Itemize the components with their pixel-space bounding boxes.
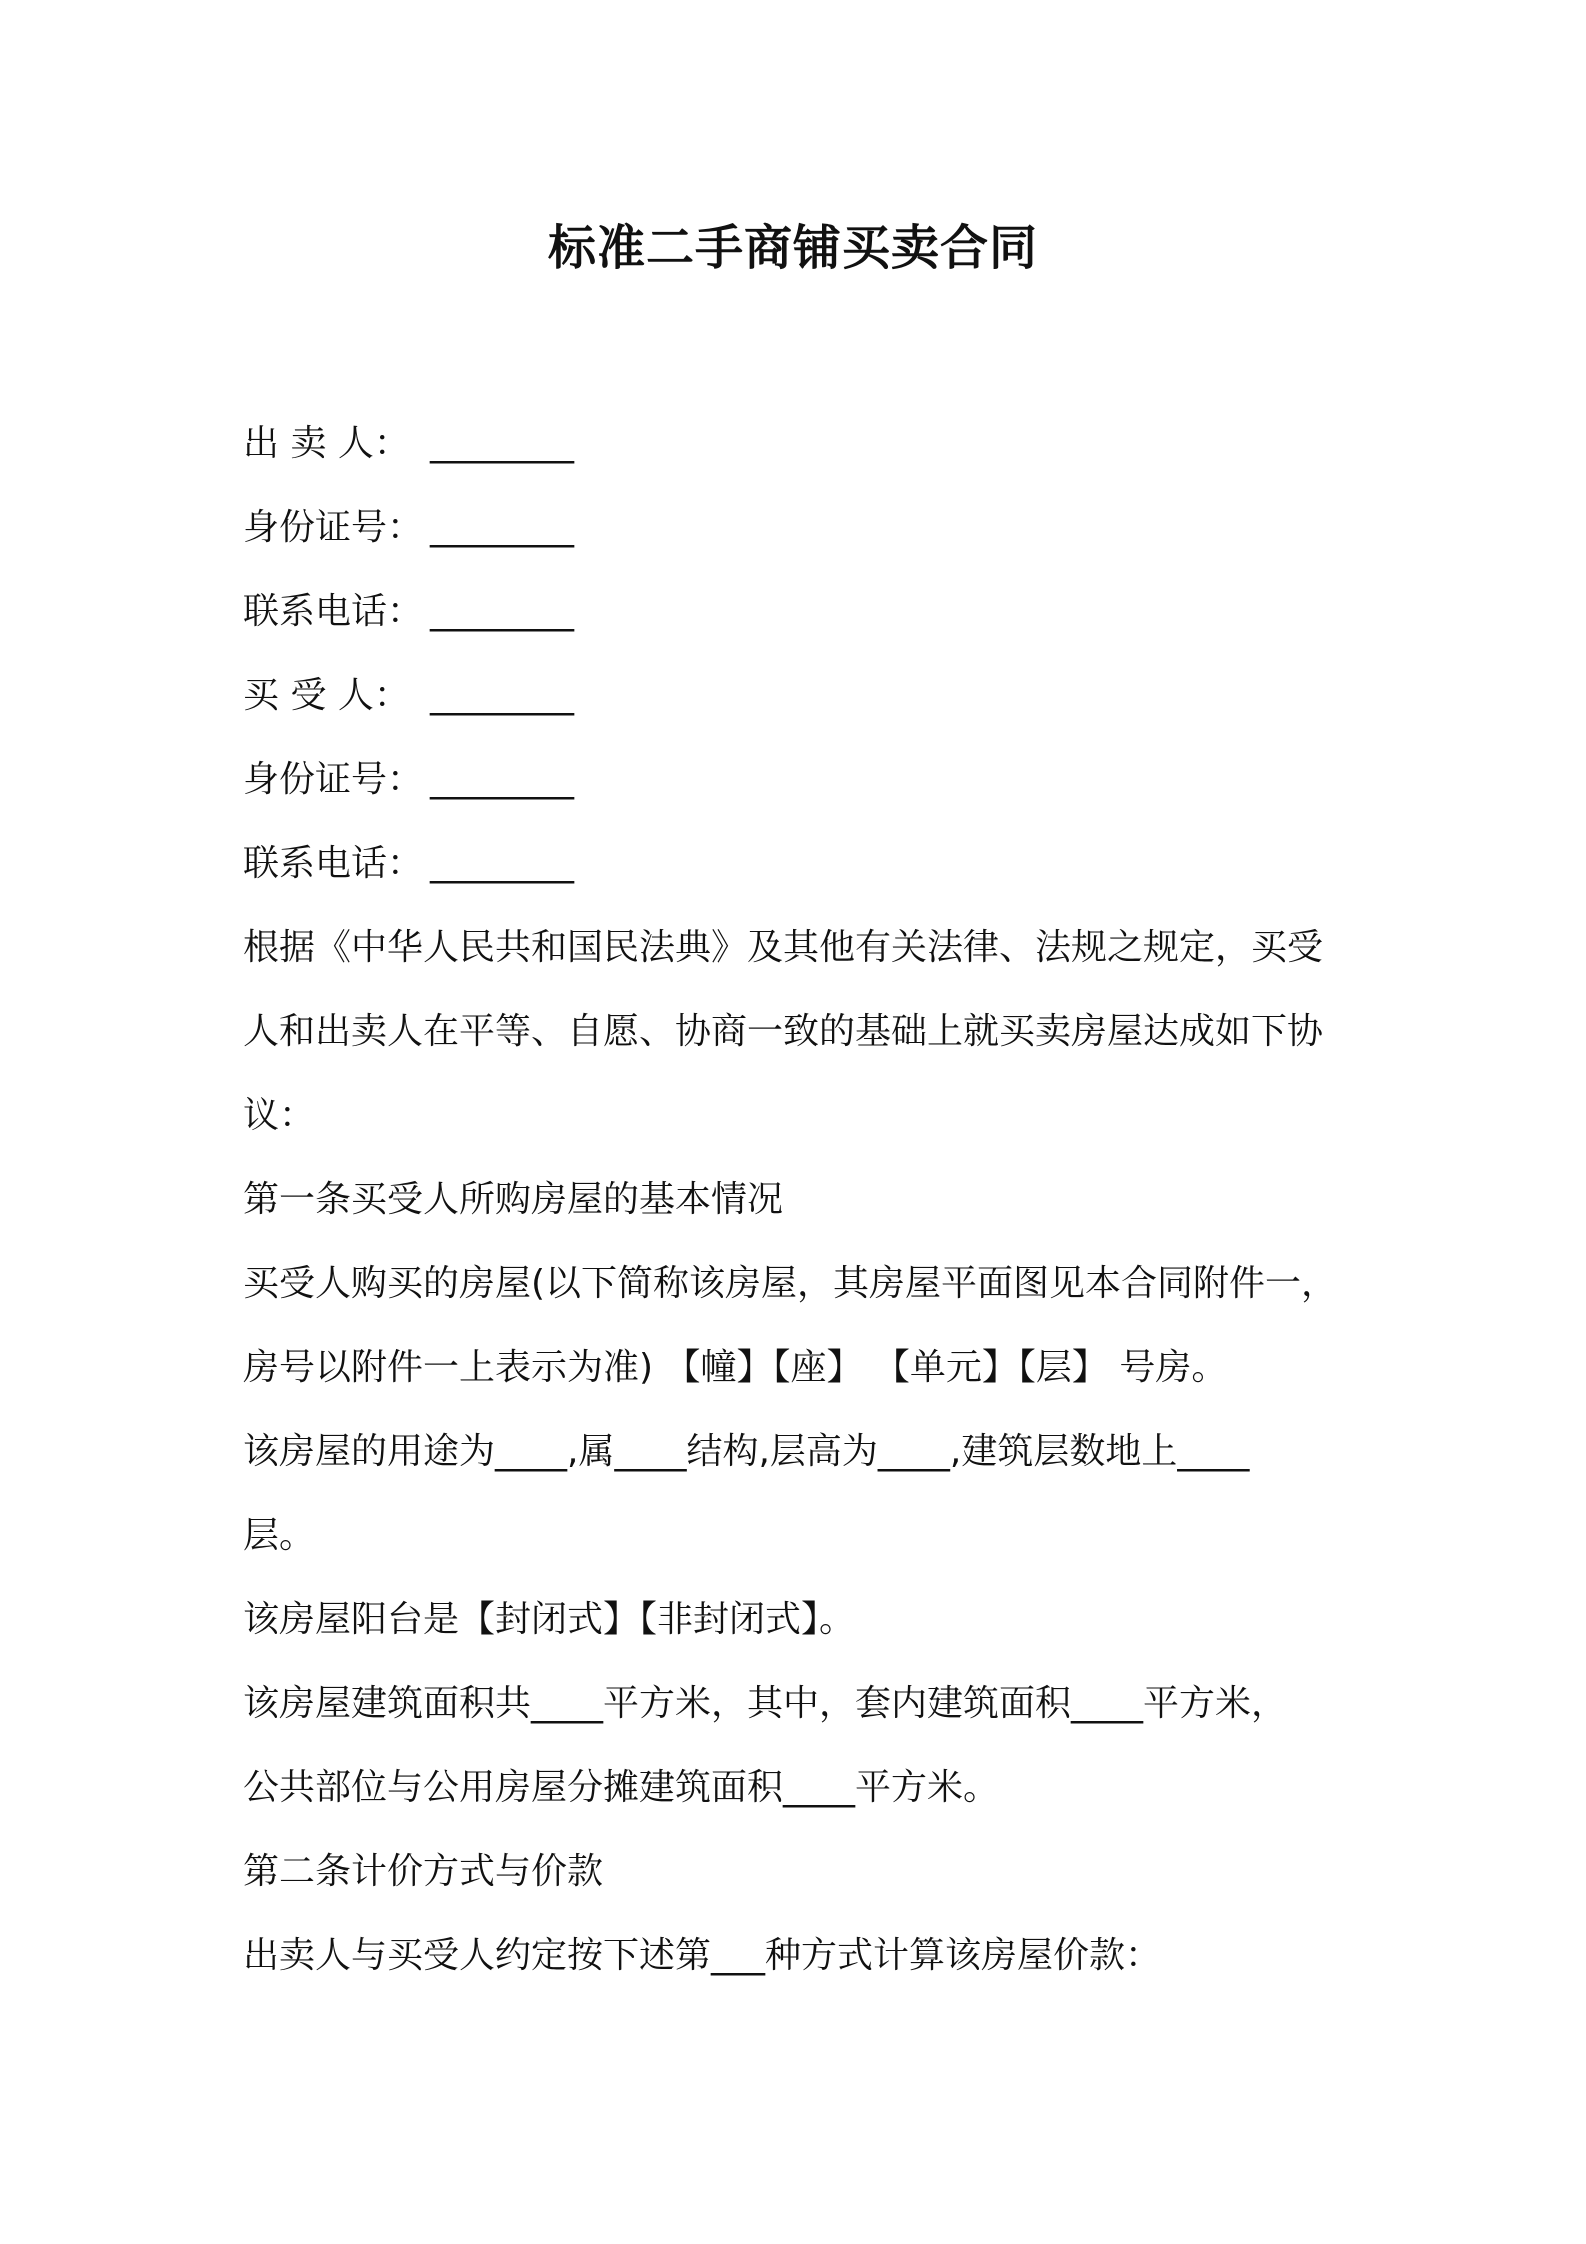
body-line: 根据《中华人民共和国民法典》及其他有关法律、法规之规定，买受 — [243, 927, 1324, 968]
body-line: 人和出卖人在平等、自愿、协商一致的基础上就买卖房屋达成如下协 — [243, 1011, 1324, 1052]
party-label: 出 卖 人： — [243, 423, 410, 464]
body-line: 层。 — [243, 1515, 316, 1556]
party-seller — [243, 402, 1363, 486]
party-buyer-phone — [243, 822, 1363, 906]
fill-blank: ________ — [430, 507, 574, 548]
fill-blank: ________ — [430, 759, 574, 800]
party-label: 联系电话： — [243, 843, 424, 884]
fill-blank: ________ — [430, 423, 574, 464]
article-1-heading: 第一条买受人所购房屋的基本情况 — [243, 1179, 784, 1220]
body-line: 公共部位与公用房屋分摊建筑面积____平方米。 — [243, 1767, 1000, 1808]
body-line: 买受人购买的房屋(以下简称该房屋，其房屋平面图见本合同附件一， — [243, 1263, 1338, 1304]
party-seller-id — [243, 486, 1363, 570]
party-label: 身份证号： — [243, 759, 424, 800]
body-line: 该房屋的用途为____,属____结构,层高为____,建筑层数地上____ — [243, 1431, 1250, 1472]
document-body — [243, 402, 1363, 1998]
fill-blank: ________ — [430, 675, 574, 716]
party-seller-phone — [243, 570, 1363, 654]
body-line: 该房屋阳台是【封闭式】【非封闭式】。 — [243, 1599, 856, 1640]
party-buyer — [243, 654, 1363, 738]
body-line: 房号以附件一上表示为准) 【幢】【座】 【单元】【层】 号房。 — [243, 1347, 1228, 1388]
fill-blank: ________ — [430, 843, 574, 884]
party-label: 买 受 人： — [243, 675, 410, 716]
article-2-heading: 第二条计价方式与价款 — [243, 1851, 604, 1892]
body-line: 议： — [243, 1095, 316, 1136]
party-label: 身份证号： — [243, 507, 424, 548]
body-line: 该房屋建筑面积共____平方米，其中，套内建筑面积____平方米， — [243, 1683, 1288, 1724]
party-buyer-id — [243, 738, 1363, 822]
fill-blank: ________ — [430, 591, 574, 632]
document-title: 标准二手商铺买卖合同 — [547, 220, 1038, 276]
party-label: 联系电话： — [243, 591, 424, 632]
body-line: 出卖人与买受人约定按下述第___种方式计算该房屋价款： — [243, 1935, 1162, 1976]
